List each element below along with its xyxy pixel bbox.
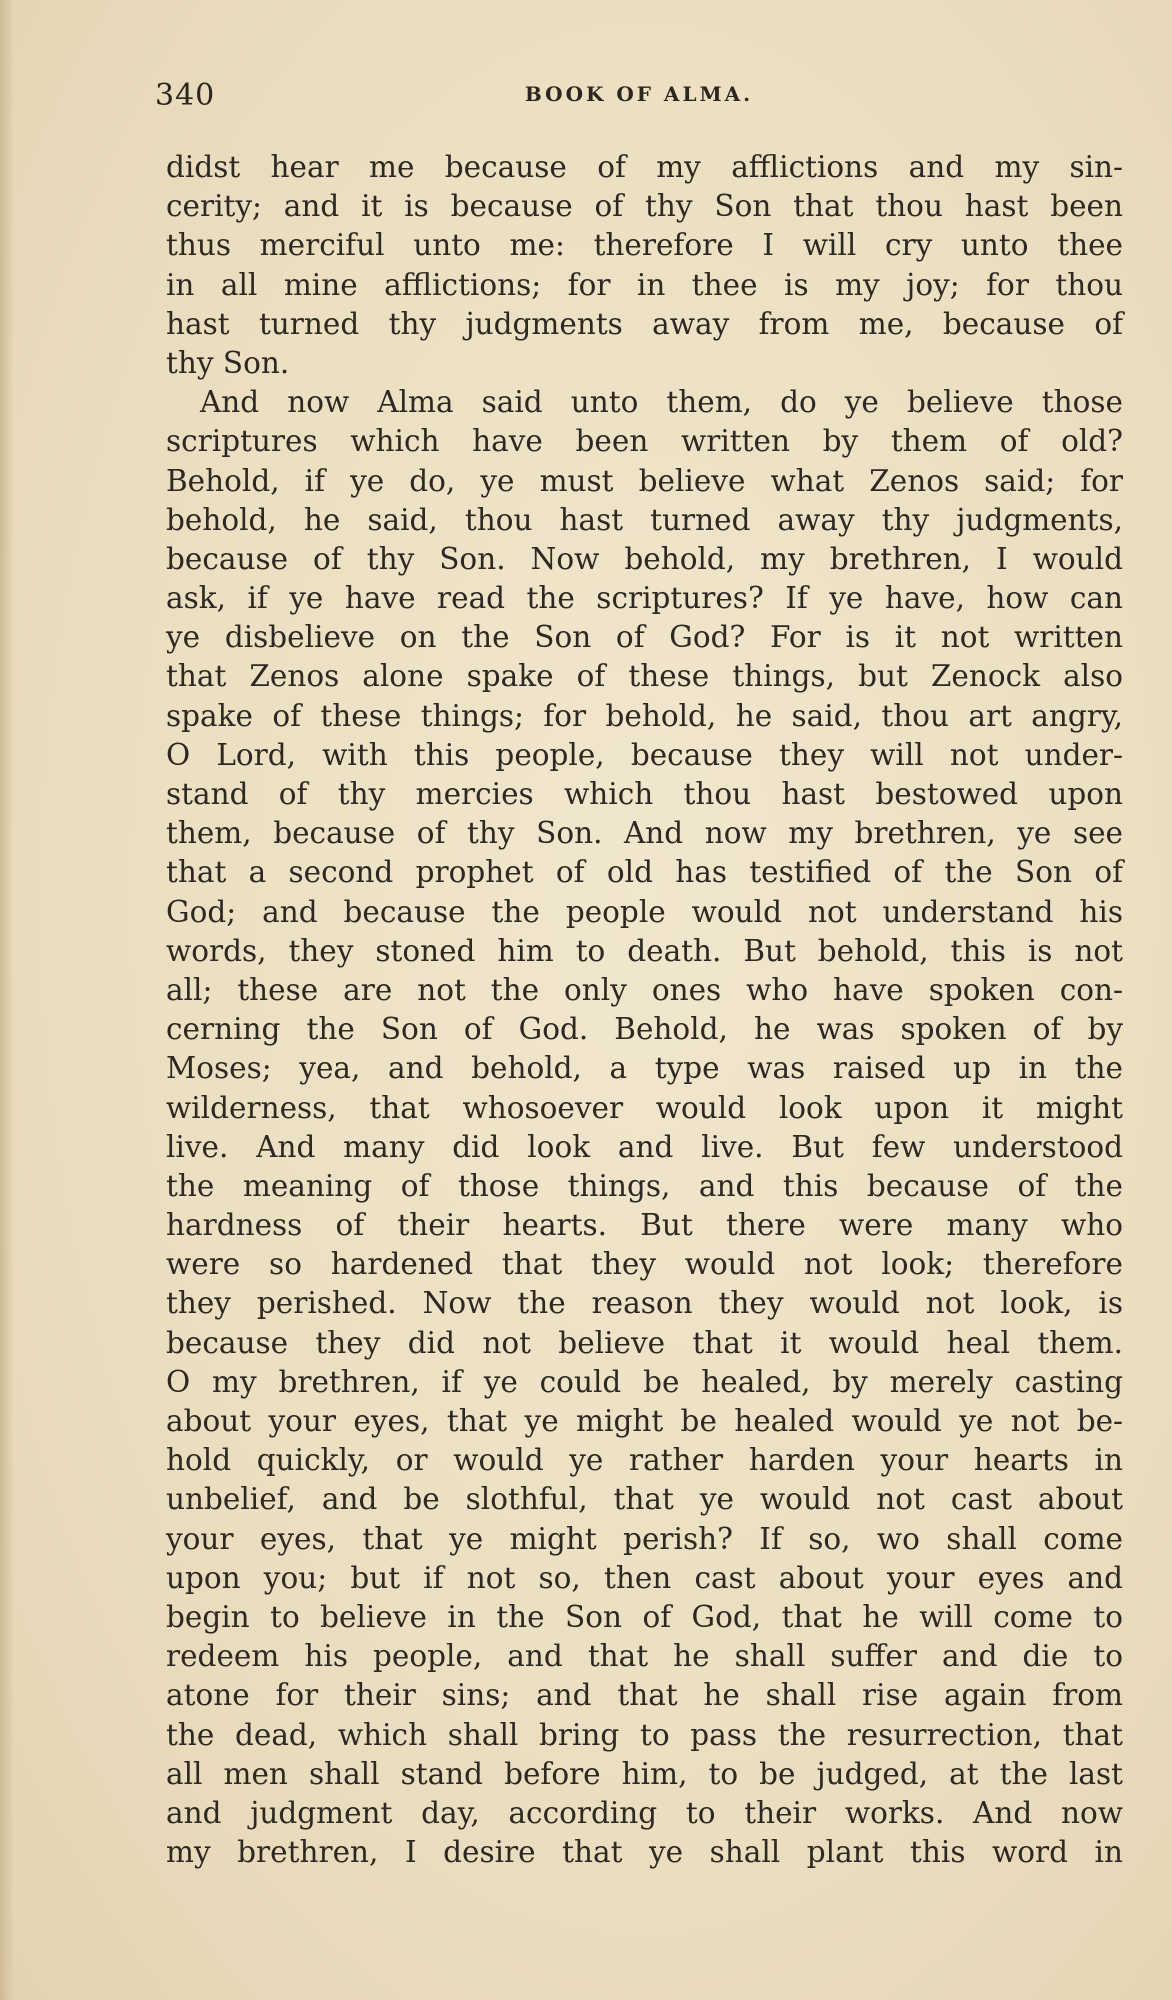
text-line: ye disbelieve on the Son of God? For is it not written [166,620,1123,655]
text-line: hast turned thy judgments away from me, because of [166,306,1123,341]
text-line: redeem his people, and that he shall suffer and die to [166,1639,1123,1674]
text-line: all men shall stand before him, to be judged, at the last [166,1756,1123,1791]
text-line: that a second prophet of old has testified of the Son of [166,855,1123,890]
text-line: because they did not believe that it would heal them. [166,1325,1123,1360]
text-line: in all mine afflictions; for in thee is my joy; for thou [166,267,1123,302]
text-line: scriptures which have been written by them of old? [166,424,1123,459]
text-line: the meaning of those things, and this because of the [166,1168,1123,1203]
text-line: that Zenos alone spake of these things, but Zenock also [166,659,1123,694]
text-line: wilderness, that whosoever would look upon it might [166,1090,1123,1125]
text-line: begin to believe in the Son of God, that he will come to [166,1599,1123,1634]
text-line: your eyes, that ye might perish? If so, wo shall come [166,1521,1123,1556]
text-line: they perished. Now the reason they would not look, is [166,1286,1123,1321]
text-line: upon you; but if not so, then cast about your eyes and [166,1560,1123,1595]
text-line: words, they stoned him to death. But behold, this is not [166,933,1123,968]
text-line: hardness of their hearts. But there were many who [166,1208,1123,1243]
text-line: stand of thy mercies which thou hast bestowed upon [166,777,1123,811]
page-number: 340 [155,78,216,113]
text-line: unbelief, and be slothful, that ye would not cast about [166,1482,1123,1517]
paragraph-start-line: And now Alma said unto them, do ye believe those [200,385,1123,420]
text-line: behold, he said, thou hast turned away thy judgments, [166,502,1123,537]
text-line: Moses; yea, and behold, a type was raised up in the [166,1051,1123,1086]
text-line: hold quickly, or would ye rather harden your hearts in [166,1443,1123,1478]
text-line: were so hardened that they would not look; therefore [166,1247,1123,1282]
text-line: thus merciful unto me: therefore I will cry unto thee [166,228,1123,263]
text-line: thy Son. [166,345,290,380]
text-line: all; these are not the only ones who have spoken con- [166,972,1123,1007]
text-line: them, because of thy Son. And now my brethren, ye see [166,816,1123,851]
text-line: cerity; and it is because of thy Son that thou hast been [166,189,1123,224]
text-line: the dead, which shall bring to pass the resurrection, that [166,1717,1123,1752]
page-header [155,78,1123,118]
text-line: didst hear me because of my afflictions and my sin- [166,150,1123,184]
text-line: atone for their sins; and that he shall rise again from [166,1678,1123,1713]
text-line: Behold, if ye do, ye must believe what Zenos said; for [166,463,1123,498]
text-line: and judgment day, according to their works. And now [166,1795,1123,1830]
text-line: live. And many did look and live. But few understood [166,1129,1123,1164]
body-text [166,148,1123,1872]
text-line: God; and because the people would not understand his [166,894,1123,929]
text-line: my brethren, I desire that ye shall plant this word in [166,1835,1123,1870]
text-line: O Lord, with this people, because they will not under- [166,737,1123,772]
text-line: because of thy Son. Now behold, my brethren, I would [166,541,1123,576]
text-line: O my brethren, if ye could be healed, by merely casting [166,1364,1123,1399]
text-line: spake of these things; for behold, he said, thou art angry, [166,698,1123,733]
running-head: BOOK OF ALMA. [524,82,754,106]
page-edge-shadow [0,0,14,2000]
text-line: about your eyes, that ye might be healed would ye not be- [166,1404,1123,1438]
text-line: cerning the Son of God. Behold, he was spoken of by [166,1012,1123,1047]
text-line: ask, if ye have read the scriptures? If ye have, how can [166,581,1123,616]
